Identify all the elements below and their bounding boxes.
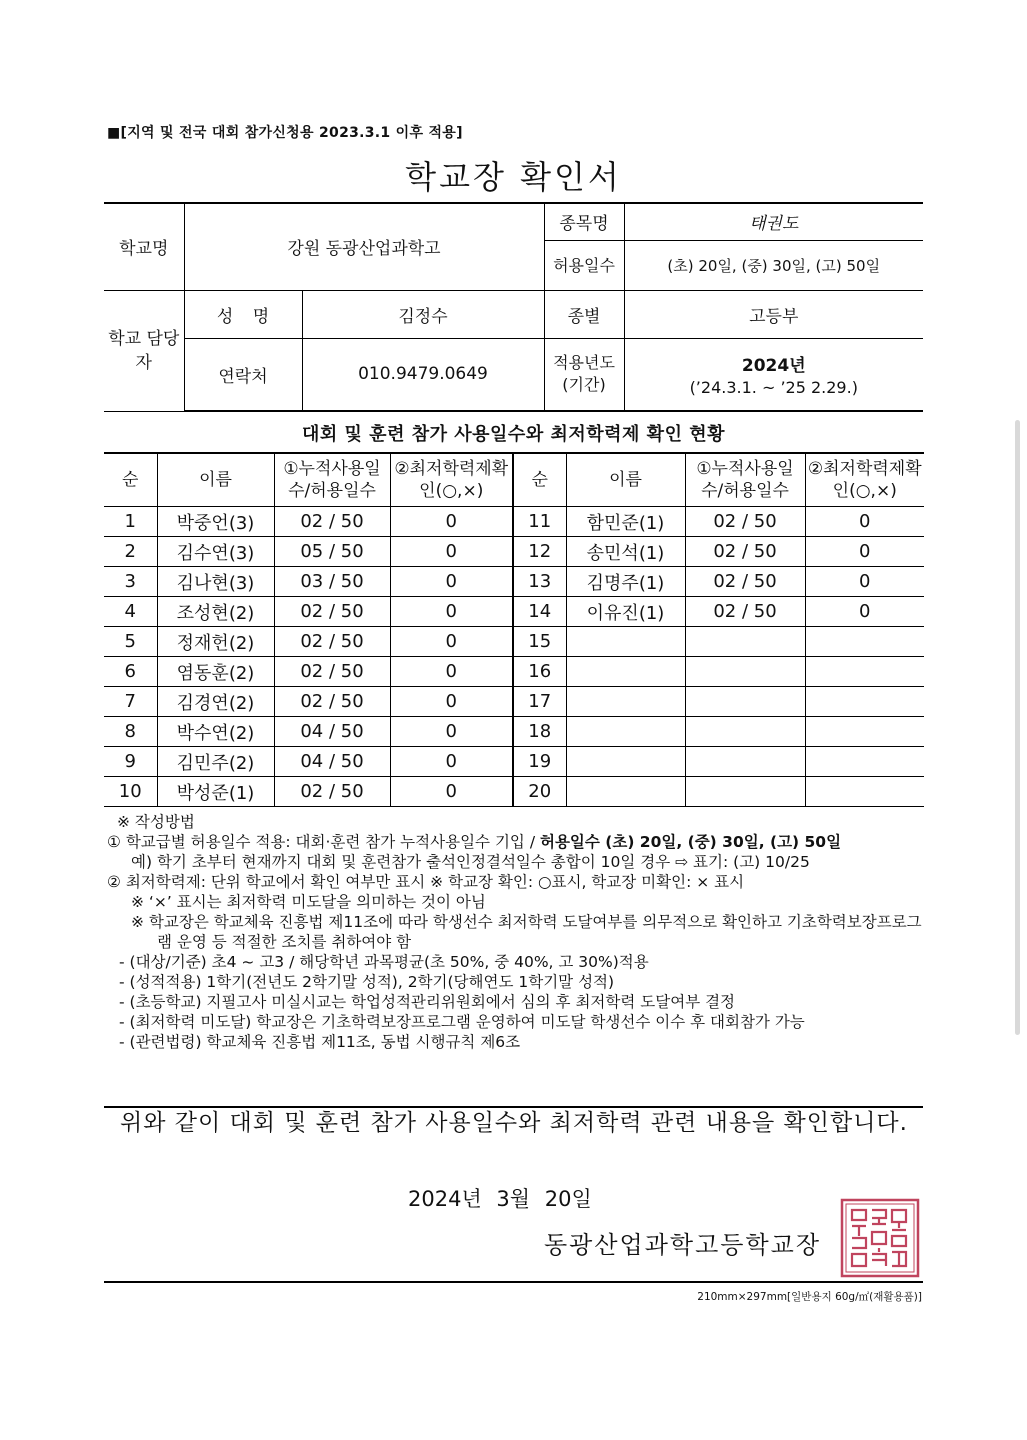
guide-item-1	[107, 832, 923, 852]
roster-table	[104, 452, 924, 807]
cell-name: 염동훈(2)	[157, 657, 274, 687]
cell-no: 14	[513, 597, 566, 627]
cell-name: 박수연(2)	[157, 717, 274, 747]
table-row	[104, 747, 924, 777]
cell-no: 10	[104, 777, 157, 807]
guide-detail-target: - (대상/기준) 초4 ~ 고3 / 해당학년 과목평균(초 50%, 중 40%, 고 30%)적용	[119, 953, 649, 971]
cell-check: 0	[390, 687, 513, 717]
sport-label: 종목명	[544, 203, 624, 240]
cell-days	[685, 717, 805, 747]
name-value: 김정수	[302, 290, 544, 338]
cell-no: 3	[104, 567, 157, 597]
guide-item-1-text: ① 학교급별 허용일수 적용: 대회·훈련 참가 누적사용일수 기입 /	[107, 833, 540, 851]
cell-check: 0	[390, 597, 513, 627]
col-header-name: 이름	[157, 453, 274, 507]
cell-check: 0	[390, 657, 513, 687]
cell-days: 02 / 50	[685, 567, 805, 597]
category-label: 종별	[544, 290, 624, 338]
cell-name: 함민준(1)	[566, 507, 685, 537]
guide-item-2: ② 최저학력제: 단위 학교에서 확인 여부만 표시 ※ 학교장 확인: ○표시, 학교장 미확인: × 표시	[107, 873, 745, 891]
table-row	[104, 717, 924, 747]
col-header-name: 이름	[566, 453, 685, 507]
cell-name: 김나현(3)	[157, 567, 274, 597]
cell-no: 5	[104, 627, 157, 657]
cell-days: 02 / 50	[685, 537, 805, 567]
cell-name	[566, 717, 685, 747]
info-table	[104, 202, 923, 412]
cell-name	[566, 747, 685, 777]
table-row	[104, 777, 924, 807]
cell-days: 02 / 50	[685, 597, 805, 627]
guide-item-1-example: 예) 학기 초부터 현재까지 대회 및 훈련참가 출석인정결석일수 총합이 10일 경우 ⇨ 표기: (고) 10/25	[131, 853, 810, 871]
school-label: 학교명	[104, 203, 184, 290]
form-usage-note: ■[지역 및 전국 대회 참가신청용 2023.3.1 이후 적용]	[107, 125, 463, 141]
cell-name: 박중언(3)	[157, 507, 274, 537]
table-row	[104, 627, 924, 657]
scrollbar[interactable]	[1015, 420, 1020, 1035]
cell-name	[566, 687, 685, 717]
apply-year-cell	[624, 338, 923, 411]
manager-label: 학교 담당자	[104, 290, 184, 411]
cell-days	[685, 747, 805, 777]
guide-detail-shortfall: - (최저학력 미도달) 학교장은 기초학력보장프로그램 운영하여 미도달 학생선수 이수 후 대회참가 가능	[119, 1013, 805, 1031]
cell-name	[566, 657, 685, 687]
principal-signature: 동광산업과학고등학교장	[544, 1231, 822, 1259]
guide-heading: ※ 작성방법	[117, 813, 195, 831]
school-seal-stamp	[840, 1198, 920, 1278]
cell-name: 김경연(2)	[157, 687, 274, 717]
cell-check	[805, 627, 924, 657]
roster-header-row	[104, 453, 924, 507]
cell-no: 2	[104, 537, 157, 567]
apply-year-label: 적용년도 (기간)	[544, 338, 624, 411]
cell-check: 0	[390, 717, 513, 747]
cell-check	[805, 777, 924, 807]
cell-no: 15	[513, 627, 566, 657]
cell-days: 02 / 50	[274, 507, 390, 537]
cell-no: 9	[104, 747, 157, 777]
cell-check	[805, 717, 924, 747]
cell-check: 0	[805, 597, 924, 627]
cell-days	[685, 687, 805, 717]
guide-item-1-bold: 허용일수 (초) 20일, (중) 30일, (고) 50일	[539, 833, 842, 851]
cell-days: 02 / 50	[274, 657, 390, 687]
cell-no: 16	[513, 657, 566, 687]
cell-check	[805, 747, 924, 777]
cell-days	[685, 657, 805, 687]
cell-check: 0	[390, 627, 513, 657]
cell-name: 정재헌(2)	[157, 627, 274, 657]
section-title: 대회 및 훈련 참가 사용일수와 최저학력제 확인 현황	[301, 424, 725, 445]
col-header-no: 순	[104, 453, 157, 507]
cell-days: 04 / 50	[274, 747, 390, 777]
contact-value: 010.9479.0649	[302, 338, 544, 411]
footer-divider	[104, 1281, 923, 1283]
issue-date: 2024년 3월 20일	[408, 1187, 592, 1211]
cell-name: 박성준(1)	[157, 777, 274, 807]
apply-year-value: 2024년	[741, 356, 806, 377]
table-row	[104, 567, 924, 597]
cell-no: 7	[104, 687, 157, 717]
guide-detail-law: - (관련법령) 학교체육 진흥법 제11조, 동법 시행규칙 제6조	[119, 1033, 521, 1051]
table-row	[104, 657, 924, 687]
cell-no: 12	[513, 537, 566, 567]
cell-days: 02 / 50	[274, 777, 390, 807]
cell-check	[805, 687, 924, 717]
cell-name: 김민주(2)	[157, 747, 274, 777]
cell-days: 04 / 50	[274, 717, 390, 747]
category-value: 고등부	[624, 290, 923, 338]
cell-days: 05 / 50	[274, 537, 390, 567]
cell-no: 6	[104, 657, 157, 687]
col-header-check: ②최저학력제확인(○,×)	[390, 453, 513, 507]
guide-item-2-note-b: ※ 학교장은 학교체육 진흥법 제11조에 따라 학생선수 최저학력 도달여부를 의무적으로 확인하고 기초학력보장프로그램 운영 등 적절한 조치를 취하여야 함	[131, 913, 922, 951]
col-header-days: ①누적사용일수/허용일수	[685, 453, 805, 507]
confirmation-statement: 위와 같이 대회 및 훈련 참가 사용일수와 최저학력 관련 내용을 확인합니다.	[120, 1110, 908, 1136]
cell-check: 0	[805, 567, 924, 597]
col-header-check: ②최저학력제확인(○,×)	[805, 453, 924, 507]
cell-no: 20	[513, 777, 566, 807]
contact-label: 연락처	[184, 338, 302, 411]
cell-check: 0	[390, 747, 513, 777]
document-title: 학교장 확인서	[405, 158, 622, 196]
cell-no: 19	[513, 747, 566, 777]
name-label: 성 명	[184, 290, 302, 338]
cell-name: 조성현(2)	[157, 597, 274, 627]
cell-check	[805, 657, 924, 687]
table-row	[104, 597, 924, 627]
cell-check: 0	[390, 507, 513, 537]
table-row	[104, 537, 924, 567]
cell-days: 02 / 50	[274, 627, 390, 657]
guide-detail-elementary: - (초등학교) 지필고사 미실시교는 학업성적관리위원회에서 심의 후 최저학력 도달여부 결정	[119, 993, 736, 1011]
cell-check: 0	[805, 537, 924, 567]
cell-days: 03 / 50	[274, 567, 390, 597]
cell-no: 18	[513, 717, 566, 747]
cell-days: 02 / 50	[274, 687, 390, 717]
cell-no: 1	[104, 507, 157, 537]
col-header-days: ①누적사용일수/허용일수	[274, 453, 390, 507]
school-value: 강원 동광산업과학고	[184, 203, 544, 290]
cell-check: 0	[390, 567, 513, 597]
guide-item-2-note-a: ※ ‘×’ 표시는 최저학력 미도달을 의미하는 것이 아님	[131, 893, 486, 911]
cell-days: 02 / 50	[685, 507, 805, 537]
cell-no: 13	[513, 567, 566, 597]
table-row	[104, 507, 924, 537]
table-row	[104, 687, 924, 717]
cell-no: 4	[104, 597, 157, 627]
cell-check: 0	[805, 507, 924, 537]
cell-check: 0	[390, 537, 513, 567]
cell-name: 이유진(1)	[566, 597, 685, 627]
cell-name: 김명주(1)	[566, 567, 685, 597]
col-header-no: 순	[513, 453, 566, 507]
writing-guide	[107, 812, 923, 1052]
cell-no: 17	[513, 687, 566, 717]
cell-days	[685, 777, 805, 807]
allowed-days-label: 허용일수	[544, 240, 624, 290]
cell-no: 8	[104, 717, 157, 747]
allowed-days-value: (초) 20일, (중) 30일, (고) 50일	[624, 240, 923, 290]
cell-check: 0	[390, 777, 513, 807]
cell-name	[566, 627, 685, 657]
cell-name: 송민석(1)	[566, 537, 685, 567]
cell-days	[685, 627, 805, 657]
sport-value: 태권도	[624, 203, 923, 240]
cell-name	[566, 777, 685, 807]
cell-name: 김수연(3)	[157, 537, 274, 567]
cell-no: 11	[513, 507, 566, 537]
paper-spec: 210mm×297mm[일반용지 60g/㎡(재활용품)]	[697, 1291, 922, 1303]
cell-days: 02 / 50	[274, 597, 390, 627]
apply-period: (’24.3.1. ~ ’25 2.29.)	[689, 378, 858, 398]
guide-detail-grades: - (성적적용) 1학기(전년도 2학기말 성적), 2학기(당해연도 1학기말 성적)	[119, 973, 615, 991]
